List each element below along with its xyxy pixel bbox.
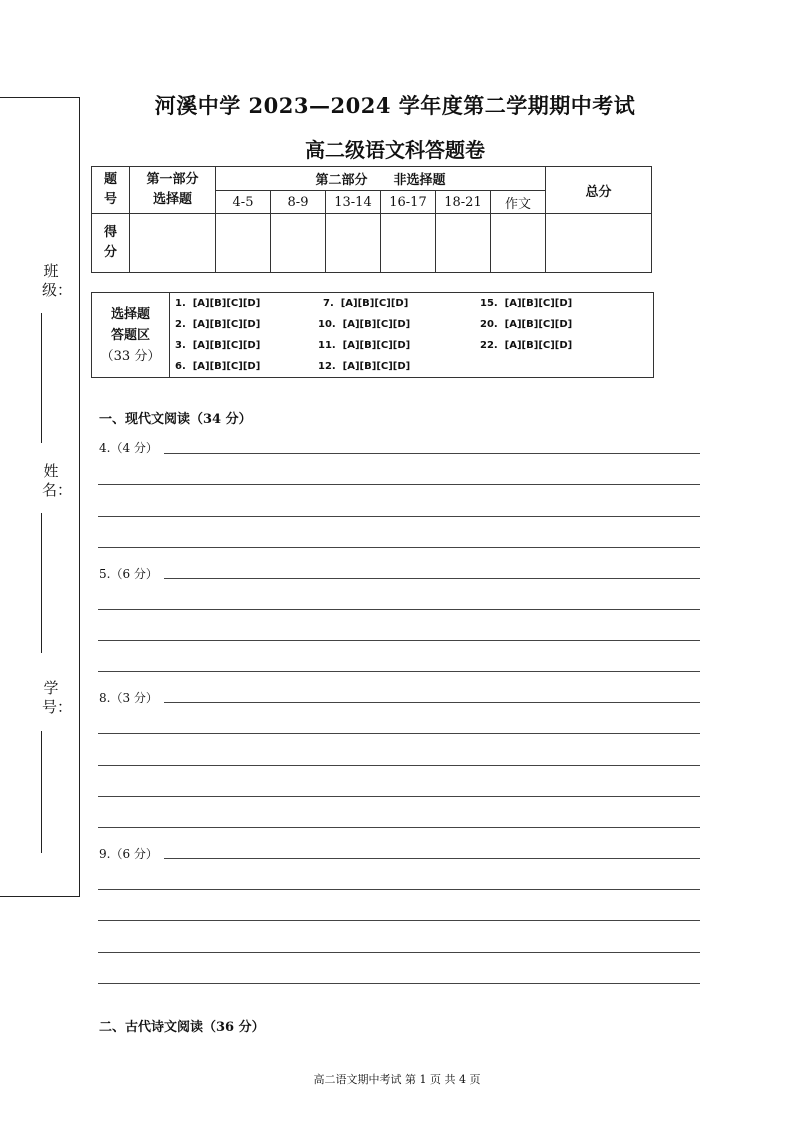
choice-item-10[interactable]: 10. [A][B][C][D]	[318, 319, 411, 330]
choice-item-3[interactable]: 3. [A][B][C][D]	[175, 340, 261, 351]
question-9-label: 9.（6 分）	[99, 847, 158, 861]
score-cell-total[interactable]	[546, 214, 652, 273]
choice-item-22[interactable]: 22. [A][B][C][D]	[480, 340, 573, 351]
name-field[interactable]	[41, 513, 42, 653]
question-4-label: 4.（4 分）	[99, 441, 158, 455]
choice-answer-area	[91, 292, 654, 378]
score-cell-part1[interactable]	[130, 214, 216, 273]
tihao-header: 题号	[92, 167, 130, 214]
answer-line[interactable]	[98, 889, 700, 890]
score-cell-4-5[interactable]	[216, 214, 271, 273]
col-4-5: 4-5	[216, 191, 271, 214]
question-5-label: 5.（6 分）	[99, 567, 158, 581]
choice-item-2[interactable]: 2. [A][B][C][D]	[175, 319, 261, 330]
answer-line[interactable]	[98, 827, 700, 828]
score-cell-16-17[interactable]	[381, 214, 436, 273]
choice-item-20[interactable]: 20. [A][B][C][D]	[480, 319, 573, 330]
answer-line[interactable]	[164, 858, 700, 859]
answer-line[interactable]	[98, 952, 700, 953]
col-8-9: 8-9	[271, 191, 326, 214]
col-16-17: 16-17	[381, 191, 436, 214]
score-cell-8-9[interactable]	[271, 214, 326, 273]
answer-line[interactable]	[164, 702, 700, 703]
part2-header: 第二部分 非选择题	[216, 167, 546, 191]
col-13-14: 13-14	[326, 191, 381, 214]
part1-header: 第一部分 选择题	[130, 167, 216, 214]
answer-line[interactable]	[98, 765, 700, 766]
total-header: 总分	[546, 167, 652, 214]
answer-line[interactable]	[98, 609, 700, 610]
score-cell-13-14[interactable]	[326, 214, 381, 273]
score-cell-18-21[interactable]	[436, 214, 491, 273]
defen-header: 得分	[92, 214, 130, 273]
exam-title: 河溪中学 2023—2024 学年度第二学期期中考试	[154, 93, 636, 118]
answer-line[interactable]	[98, 733, 700, 734]
question-8-label: 8.（3 分）	[99, 691, 158, 705]
answer-line[interactable]	[98, 920, 700, 921]
student-id-label: 学号：	[42, 679, 73, 716]
choice-item-11[interactable]: 11. [A][B][C][D]	[318, 340, 411, 351]
student-id-field[interactable]	[41, 731, 42, 853]
answer-line[interactable]	[98, 640, 700, 641]
answer-line[interactable]	[98, 671, 700, 672]
section-modern-reading: 一、现代文阅读（34 分）	[99, 412, 252, 427]
answer-sheet-title: 高二级语文科答题卷	[305, 138, 485, 162]
col-18-21: 18-21	[436, 191, 491, 214]
answer-line[interactable]	[98, 516, 700, 517]
choice-item-1[interactable]: 1. [A][B][C][D]	[175, 298, 261, 309]
choice-item-15[interactable]: 15. [A][B][C][D]	[480, 298, 573, 309]
col-essay: 作文	[491, 191, 546, 214]
answer-line[interactable]	[98, 547, 700, 548]
answer-line[interactable]	[164, 578, 700, 579]
class-field[interactable]	[41, 313, 42, 443]
section-classical-reading: 二、古代诗文阅读（36 分）	[99, 1020, 265, 1035]
page-footer: 高二语文期中考试 第 1 页 共 4 页	[313, 1073, 481, 1086]
answer-line[interactable]	[98, 983, 700, 984]
class-label: 班级：	[42, 262, 73, 299]
score-cell-essay[interactable]	[491, 214, 546, 273]
answer-line[interactable]	[98, 796, 700, 797]
choice-item-6[interactable]: 6. [A][B][C][D]	[175, 361, 261, 372]
answer-line[interactable]	[164, 453, 700, 454]
choice-item-12[interactable]: 12. [A][B][C][D]	[318, 361, 411, 372]
choice-area-header: 选择题 答题区 （33 分）	[92, 293, 170, 377]
score-table	[91, 166, 652, 273]
name-label: 姓名：	[42, 462, 73, 499]
choice-item-7[interactable]: 7. [A][B][C][D]	[323, 298, 409, 309]
answer-line[interactable]	[98, 484, 700, 485]
